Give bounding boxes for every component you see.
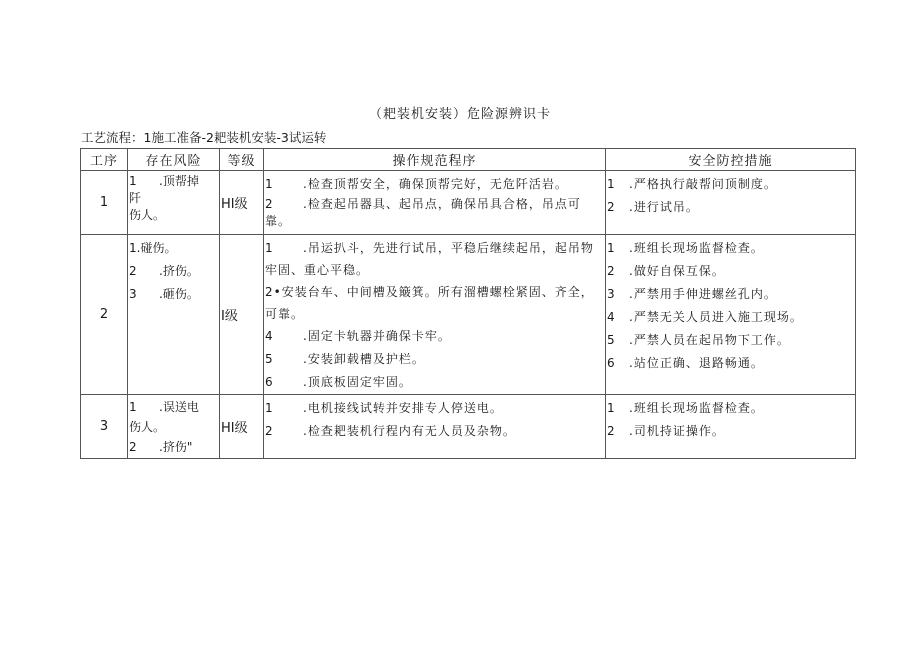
measure-line: 1 .班组长现场监督检查。	[607, 401, 764, 415]
measure-line: 1 .班组长现场监督检查。	[607, 241, 764, 255]
procedure-cell	[264, 235, 606, 395]
risk-line: 3 .砸伤。	[129, 287, 199, 301]
measures-cell	[606, 395, 856, 459]
table-row	[81, 171, 856, 235]
risk-grade: I级	[220, 235, 264, 395]
procedure-line: 1 .检查顶帮安全，确保顶帮完好，无危阡活岩。	[265, 177, 568, 191]
procedure-cell	[264, 395, 606, 459]
step-number: 1	[81, 171, 128, 235]
process-flow: 工艺流程：1施工准备-2耙装机安装-3试运转	[81, 130, 327, 145]
step-number: 2	[81, 235, 128, 395]
risk-line: 1 .顶帮掉	[129, 174, 199, 188]
measure-line: 6 .站位正确、退路畅通。	[607, 356, 764, 370]
hazard-identification-table	[80, 148, 856, 459]
header-grade: 等级	[220, 149, 264, 171]
measures-cell	[606, 235, 856, 395]
risk-grade: HI级	[220, 171, 264, 235]
table-header-row	[81, 149, 856, 171]
header-risk: 存在风险	[128, 149, 220, 171]
header-step: 工序	[81, 149, 128, 171]
measure-line: 2 .做好自保互保。	[607, 264, 725, 278]
procedure-line: 2 .检查起吊器具、起吊点，确保吊具合格，吊点可靠。	[265, 197, 581, 228]
header-measures: 安全防控措施	[606, 149, 856, 171]
measure-line: 2 .司机持证操作。	[607, 424, 725, 438]
risk-line: 伤人。	[129, 420, 166, 434]
table-row	[81, 235, 856, 395]
measure-line: 5 .严禁人员在起吊物下工作。	[607, 333, 790, 347]
measure-line: 1 .严格执行敲帮问顶制度。	[607, 177, 777, 191]
measure-line: 3 .严禁用手伸进螺丝孔内。	[607, 287, 777, 301]
measures-cell	[606, 171, 856, 235]
procedure-line: 6 .顶底板固定牢固。	[265, 375, 412, 389]
header-procedure: 操作规范程序	[264, 149, 606, 171]
document-title: （耙装机安装）危险源辨识卡	[368, 107, 551, 122]
risk-line: 2 .挤伤"	[129, 440, 193, 454]
risk-cell	[128, 395, 220, 459]
procedure-line: 1 .电机接线试转并安排专人停送电。	[265, 401, 503, 415]
risk-line: 1 .误送电	[129, 400, 199, 414]
table-row	[81, 395, 856, 459]
risk-cell	[128, 235, 220, 395]
risk-line: 2 .挤伤。	[129, 264, 199, 278]
procedure-line: 1 .吊运扒斗，先进行试吊，平稳后继续起吊，起吊物牢固、重心平稳。	[265, 241, 594, 277]
step-number: 3	[81, 395, 128, 459]
risk-line: 伤人。	[129, 208, 166, 222]
risk-line: 1.碰伤。	[129, 241, 177, 255]
procedure-line: 5 .安装卸载槽及护栏。	[265, 352, 425, 366]
risk-cell	[128, 171, 220, 235]
procedure-line: 2•安装台车、中间槽及簸箕。所有溜槽螺栓紧固、齐全，可靠。	[265, 285, 594, 321]
procedure-cell	[264, 171, 606, 235]
procedure-line: 4 .固定卡轨器并确保卡牢。	[265, 329, 451, 343]
measure-line: 4 .严禁无关人员进入施工现场。	[607, 310, 803, 324]
procedure-line: 2 .检查耙装机行程内有无人员及杂物。	[265, 424, 516, 438]
risk-line: 阡	[129, 191, 142, 205]
measure-line: 2 .进行试吊。	[607, 200, 699, 214]
risk-grade: HI级	[220, 395, 264, 459]
